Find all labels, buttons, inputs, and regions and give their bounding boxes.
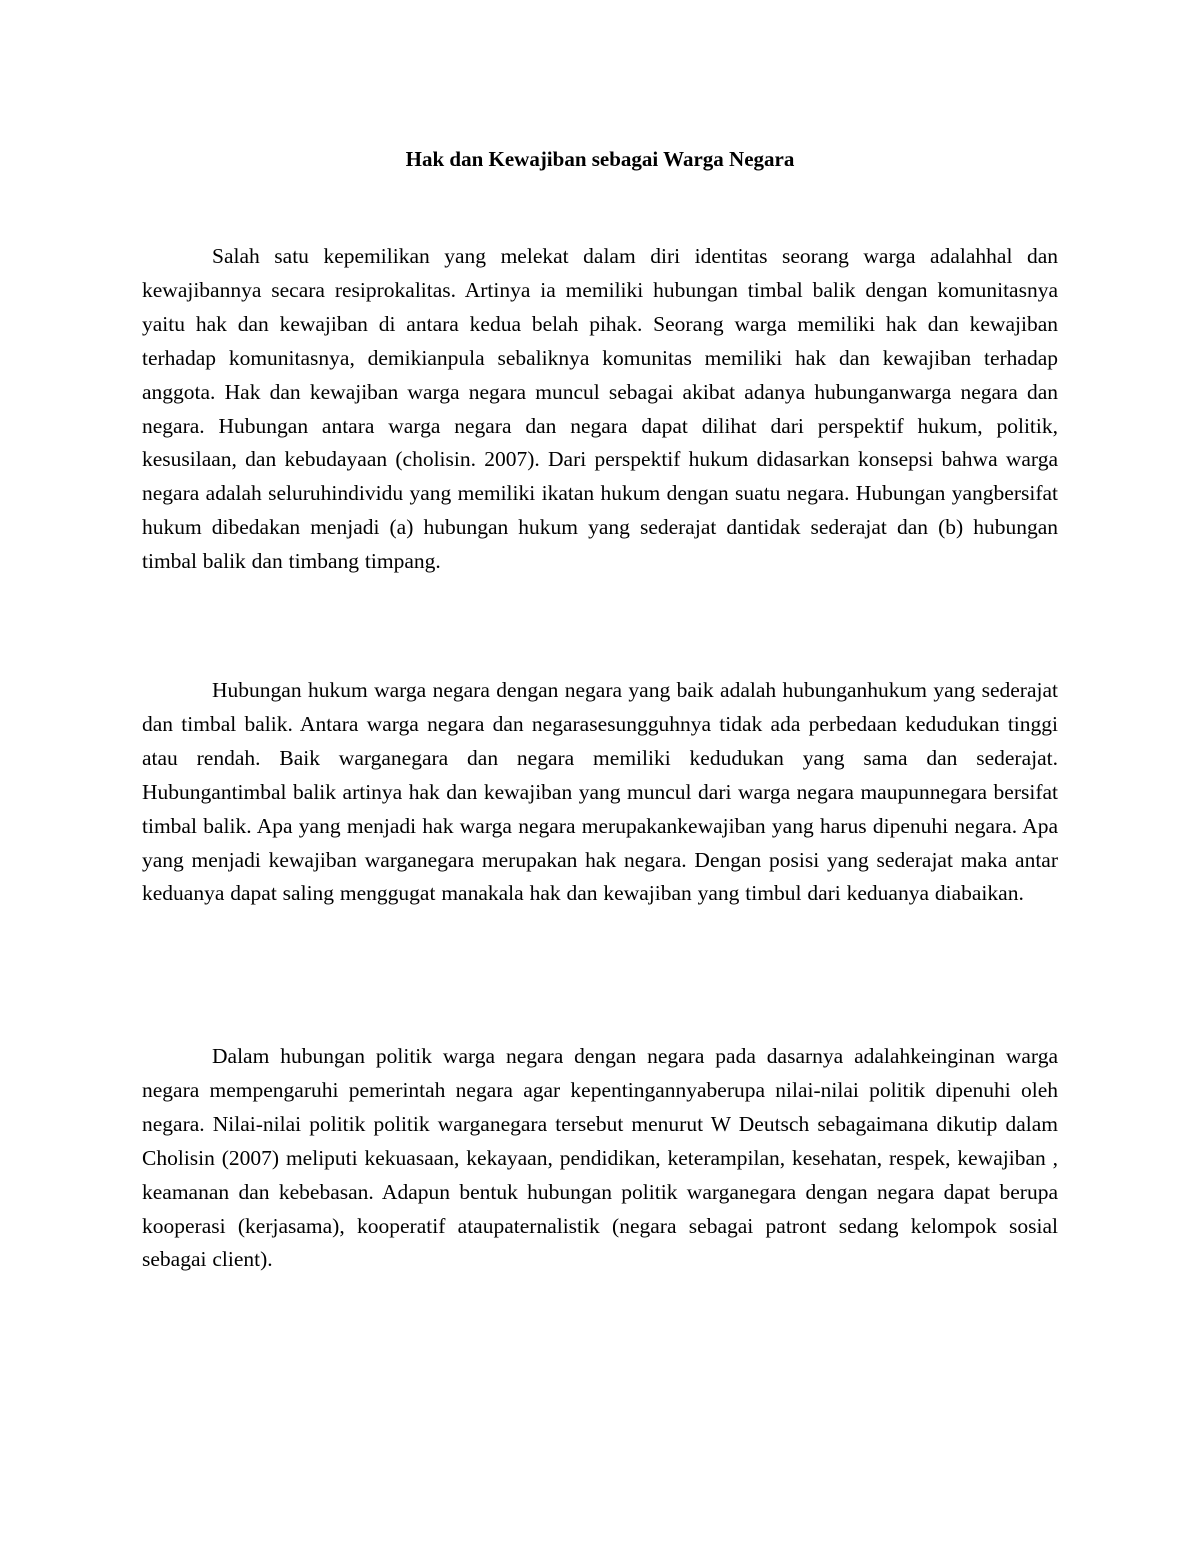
document-title: Hak dan Kewajiban sebagai Warga Negara xyxy=(405,147,795,171)
body-paragraph-1: Salah satu kepemilikan yang melekat dalam diri identitas seorang warga adalahhal dan kewajibannya secara resiprokalitas. Artinya ia memiliki hubungan timbal balik dengan komunitasnya yaitu hak dan kewajiban di antara kedua belah pihak. Seorang warga memiliki hak dan kewajiban terhadap komunitasnya, demikianpula sebaliknya komunitas memiliki hak dan kewajiban terhadap anggota. Hak dan kewajiban warga negara muncul sebagai akibat adanya hubunganwarga negara dan negara. Hubungan antara warga negara dan negara dapat dilihat dari perspektif hukum, politik, kesusilaan, dan kebudayaan (cholisin. 2007). Dari perspektif hukum didasarkan konsepsi bahwa warga negara adalah seluruhindividu yang memiliki ikatan hukum dengan suatu negara. Hubungan yangbersifat hukum dibedakan menjadi (a) hubungan hukum yang sederajat dantidak sederajat dan (b) hubungan timbal balik dan timbang timpang. xyxy=(142,244,1058,574)
body-paragraph-3: Dalam hubungan politik warga negara dengan negara pada dasarnya adalahkeinginan warga negara mempengaruhi pemerintah negara agar kepentingannyaberupa nilai-nilai politik dipenuhi oleh negara. Nilai-nilai politik politik warganegara tersebut menurut W Deutsch sebagaimana dikutip dalam Cholisin (2007) meliputi kekuasaan, kekayaan, pendidikan, keterampilan, kesehatan, respek, kewajiban , keamanan dan kebebasan. Adapun bentuk hubungan politik warganegara dengan negara dapat berupa kooperasi (kerjasama), kooperatif ataupaternalistik (negara sebagai patront sedang kelompok sosial sebagai client). xyxy=(142,1044,1058,1272)
body-paragraph-2: Hubungan hukum warga negara dengan negara yang baik adalah hubunganhukum yang sederajat dan timbal balik. Antara warga negara dan negarasesungguhnya tidak ada perbedaan kedudukan tinggi atau rendah. Baik warganegara dan negara memiliki kedudukan yang sama dan sederajat. Hubungantimbal balik artinya hak dan kewajiban yang muncul dari warga negara maupunnegara bersifat timbal balik. Apa yang menjadi hak warga negara merupakankewajiban yang harus dipenuhi negara. Apa yang menjadi kewajiban warganegara merupakan hak negara. Dengan posisi yang sederajat maka antar keduanya dapat saling menggugat manakala hak dan kewajiban yang timbul dari keduanya diabaikan. xyxy=(142,678,1058,906)
